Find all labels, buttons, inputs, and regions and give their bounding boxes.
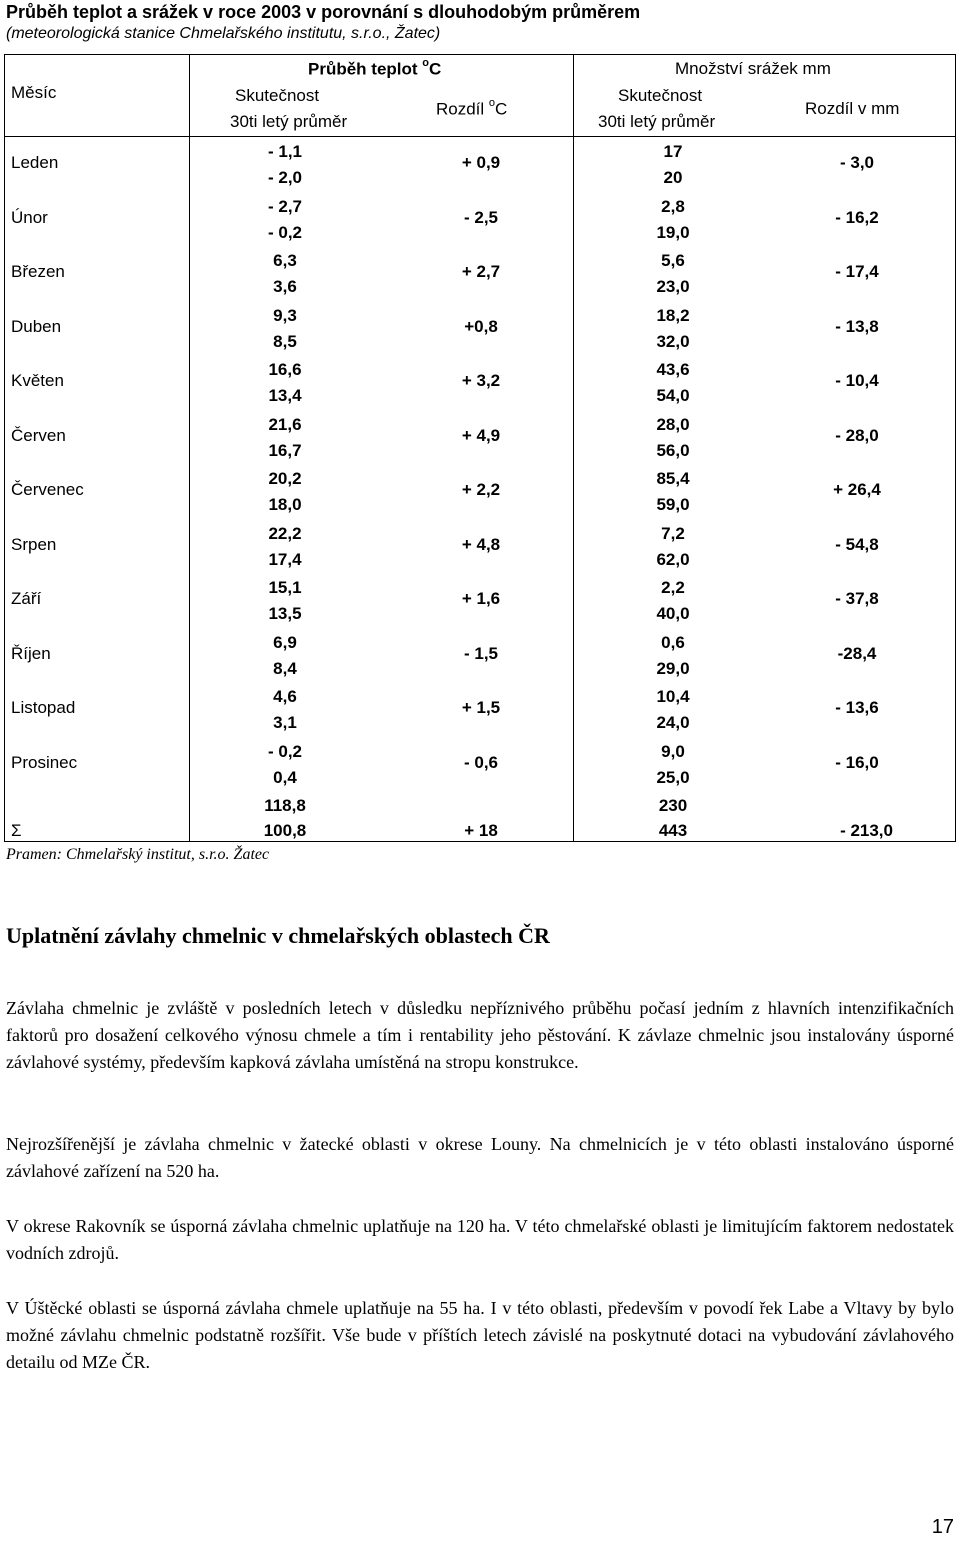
precip-difference-value: - 13,8	[835, 316, 879, 336]
sum-temp-difference: + 18	[464, 821, 498, 840]
precip-average-value: 32,0	[656, 331, 690, 351]
precip-actual-value: 18,2	[656, 305, 690, 325]
precip-average-value: 56,0	[656, 440, 690, 460]
precip-actual-value: 2,2	[661, 578, 685, 597]
precip-actual-value: 28,0	[656, 414, 690, 434]
precip-actual-value: 5,6	[661, 251, 685, 270]
header-temperature: Průběh teplot $^o$C	[308, 57, 442, 79]
precip-average-value: 62,0	[656, 549, 690, 569]
precip-difference-value: - 13,6	[835, 698, 879, 717]
sum-precip-average: 443	[658, 821, 688, 840]
temp-difference-value: - 0,6	[463, 752, 499, 772]
temp-actual-value: - 0,2	[267, 741, 303, 761]
precip-difference-value: - 54,8	[835, 534, 879, 554]
precip-actual-value: 2,8	[661, 196, 685, 216]
precip-average-value: 20	[663, 168, 683, 187]
sum-precip-actual: 230	[658, 796, 688, 815]
month-label: Listopad	[11, 698, 76, 717]
paragraph: V Úštěcké oblasti se úsporná závlaha chmele uplatňuje na 55 ha. I v této oblasti, především v povodí řek Labe a Vltavy by bylo možné závlahu chmelnic podstatně rozšířit. Vše bude v příštích letech závislé na poskytnuté dotaci na vybudování závlahového detailu od MZe ČR.	[6, 1298, 954, 1372]
paragraph: Nejrozšířenější je závlaha chmelnic v žatecké oblasti v okrese Louny. Na chmelnicích je v této oblasti instalováno úsporné závlahové zařízení na 520 ha.	[6, 1134, 954, 1181]
month-label: Červenec	[11, 480, 84, 499]
temp-actual-value: 4,6	[273, 687, 297, 706]
page-title: Průběh teplot a srážek v roce 2003 v porovnání s dlouhodobým průměrem	[6, 2, 641, 22]
temp-average-value: 17,4	[268, 549, 302, 569]
month-label: Únor	[11, 207, 48, 227]
header-precip-difference: Rozdíl v mm	[805, 99, 900, 118]
sum-temp-actual: 118,8	[264, 796, 306, 815]
precip-actual-value: 43,6	[656, 360, 690, 379]
header-temp-difference: Rozdíl $^o$C	[436, 97, 508, 119]
temp-average-value: 13,4	[268, 386, 302, 405]
page-number: 17	[931, 1516, 954, 1538]
sum-label: Σ	[11, 821, 22, 840]
header-temp-actual: Skutečnost	[235, 86, 320, 105]
header-precip-actual: Skutečnost	[618, 86, 703, 105]
temp-average-value: 13,5	[268, 604, 302, 623]
temp-average-value: 3,1	[273, 713, 297, 732]
precip-average-value: 19,0	[656, 222, 690, 242]
month-label: Srpen	[11, 534, 57, 554]
temp-difference-value: + 0,9	[461, 153, 501, 172]
temp-difference-value: - 2,5	[463, 207, 499, 227]
temp-difference-value: + 2,7	[461, 262, 501, 281]
precip-actual-value: 7,2	[661, 523, 685, 543]
table-divider	[189, 55, 190, 841]
precip-average-value: 54,0	[656, 386, 690, 405]
precip-actual-value: 10,4	[656, 687, 690, 706]
temp-average-value: 16,7	[268, 440, 302, 460]
temp-actual-value: 6,9	[273, 632, 297, 652]
header-temp-average: 30ti letý průměr	[230, 112, 348, 131]
section-heading: Uplatnění závlahy chmelnic v chmelařských oblastech ČR	[6, 923, 550, 948]
precip-difference-value: - 16,2	[835, 207, 879, 227]
temp-difference-value: + 1,6	[461, 589, 501, 608]
page-subtitle: (meteorologická stanice Chmelařského institutu, s.r.o., Žatec)	[6, 25, 441, 42]
temp-average-value: 3,6	[273, 277, 297, 296]
precip-difference-value: - 17,4	[835, 262, 879, 281]
month-label: Květen	[11, 371, 64, 390]
precip-difference-value: + 26,4	[833, 480, 881, 499]
temp-difference-value: + 4,8	[461, 534, 501, 554]
precip-difference-value: - 28,0	[835, 425, 879, 445]
temp-difference-value: + 3,2	[461, 371, 501, 390]
header-precip-average: 30ti letý průměr	[598, 112, 716, 131]
temp-difference-value: + 4,9	[461, 425, 501, 445]
temp-average-value: - 0,2	[267, 222, 303, 242]
temp-average-value: 8,5	[273, 331, 297, 351]
temp-average-value: 8,4	[273, 658, 297, 678]
temp-difference-value: - 1,5	[463, 643, 499, 663]
precip-average-value: 59,0	[656, 495, 690, 514]
temp-actual-value: 16,6	[268, 360, 302, 379]
table-header-divider	[5, 136, 955, 137]
paragraph: V okrese Rakovník se úsporná závlaha chmelnic uplatňuje na 120 ha. V této chmelařské oblasti je limitujícím faktorem nedostatek vodních zdrojů.	[6, 1216, 954, 1263]
temp-difference-value: +0,8	[464, 316, 498, 336]
temp-actual-value: - 2,7	[267, 196, 303, 216]
temp-actual-value: 15,1	[268, 578, 302, 597]
precip-difference-value: -28,4	[837, 643, 877, 663]
table-divider	[573, 55, 574, 841]
month-label: Září	[11, 589, 42, 608]
temp-actual-value: 9,3	[273, 305, 297, 325]
header-month: Měsíc	[11, 83, 57, 102]
month-label: Duben	[11, 316, 62, 336]
paragraph: Závlaha chmelnic je zvláště v posledních letech v důsledku nepříznivého průběhu počasí jedním z hlavních intenzifikačních faktorů pro dosažení celkového výnosu chmele a tím i rentability jeho pěstování. K závlaze chmelnic jsou instalovány úsporné závlahové systémy, především kapková závlaha umístěná na stropu konstrukce.	[6, 998, 954, 1072]
temp-difference-value: + 2,2	[461, 480, 501, 499]
precip-average-value: 25,0	[656, 767, 690, 787]
precip-difference-value: - 37,8	[835, 589, 879, 608]
precip-actual-value: 9,0	[661, 741, 685, 761]
precip-difference-value: - 3,0	[839, 153, 875, 172]
table-source: Pramen: Chmelařský institut, s.r.o. Žatec	[6, 846, 270, 863]
precip-difference-value: - 16,0	[835, 752, 879, 772]
temp-actual-value: - 1,1	[267, 142, 303, 161]
precip-average-value: 23,0	[656, 277, 690, 296]
temp-average-value: 18,0	[268, 495, 302, 514]
precip-average-value: 40,0	[656, 604, 690, 623]
temp-average-value: - 2,0	[267, 168, 303, 187]
precip-actual-value: 0,6	[661, 632, 685, 652]
temp-difference-value: + 1,5	[461, 698, 501, 717]
temp-actual-value: 21,6	[268, 414, 302, 434]
precip-actual-value: 17	[663, 142, 683, 161]
temp-average-value: 0,4	[273, 767, 297, 787]
temp-actual-value: 22,2	[268, 523, 302, 543]
month-label: Prosinec	[11, 752, 78, 772]
precip-actual-value: 85,4	[656, 469, 690, 488]
header-precipitation: Množství srážek mm	[675, 59, 831, 78]
temp-actual-value: 20,2	[268, 469, 302, 488]
month-label: Březen	[11, 262, 65, 281]
temp-actual-value: 6,3	[273, 251, 297, 270]
month-label: Červen	[11, 425, 66, 445]
sum-precip-difference: - 213,0	[840, 821, 893, 840]
precip-average-value: 29,0	[656, 658, 690, 678]
precip-difference-value: - 10,4	[835, 371, 879, 390]
weather-table	[4, 54, 956, 842]
month-label: Říjen	[11, 643, 51, 663]
month-label: Leden	[11, 153, 59, 172]
sum-temp-average: 100,8	[263, 821, 307, 840]
precip-average-value: 24,0	[656, 713, 690, 732]
